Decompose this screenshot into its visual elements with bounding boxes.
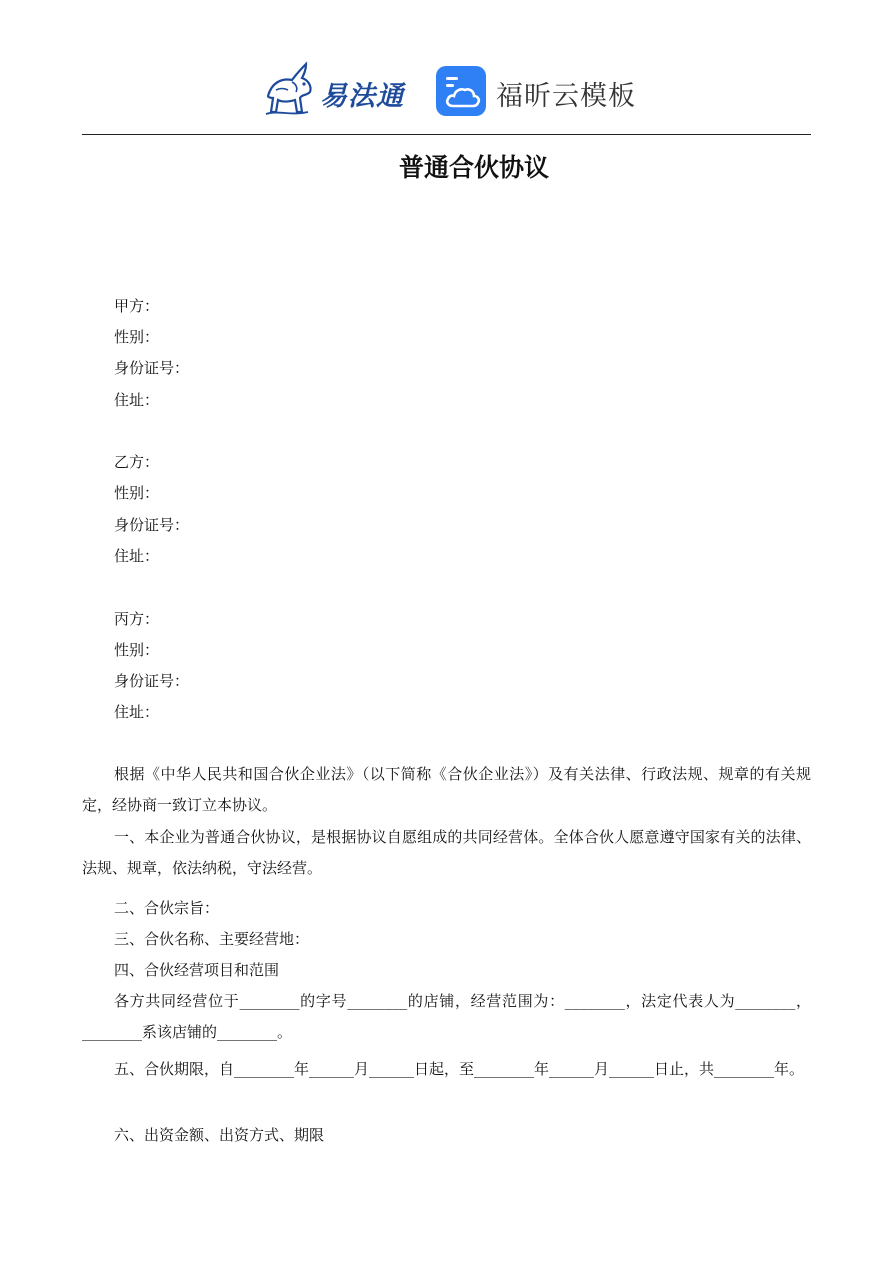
clause-4: 四、合伙经营项目和范围 <box>114 961 280 979</box>
header-divider <box>82 134 811 135</box>
party-a-address: 住址： <box>114 391 160 409</box>
document-title: 普通合伙协议 <box>398 153 549 182</box>
clause-6: 六、出资金额、出资方式、期限 <box>114 1126 325 1144</box>
fuxin-logo-text: 福昕云模板 <box>496 81 636 112</box>
page-header <box>0 60 893 122</box>
intro-paragraph: 根据《中华人民共和国合伙企业法》（以下简称《合伙企业法》）及有关法律、行政法规、规章的有关规定，经协商一致订立本协议。 <box>82 765 811 814</box>
clause-1: 一、本企业为普通合伙协议，是根据协议自愿组成的共同经营体。全体合伙人愿意遵守国家有关的法律、法规、规章，依法纳税，守法经营。 <box>82 828 811 877</box>
party-b-id: 身份证号： <box>114 516 190 534</box>
unicorn-icon <box>262 60 320 118</box>
party-c-id: 身份证号： <box>114 672 190 690</box>
yifatong-logo <box>262 60 412 118</box>
party-c-gender: 性别： <box>114 641 160 659</box>
clause-2: 二、合伙宗旨： <box>114 899 220 917</box>
party-c-label: 丙方： <box>114 610 160 628</box>
party-a-id: 身份证号： <box>114 359 190 377</box>
clause-4-detail: 各方共同经营位于________的字号________的店铺，经营范围为：________，法定代表人为________，________系该店铺的________。 <box>82 992 811 1041</box>
clause-5: 五、合伙期限，自________年______月______日起，至________年______月______日止，共________年。 <box>114 1060 805 1078</box>
party-a-label: 甲方： <box>114 297 160 315</box>
clause-3: 三、合伙名称、主要经营地： <box>114 930 310 948</box>
party-b-address: 住址： <box>114 547 160 565</box>
party-b-label: 乙方： <box>114 453 160 471</box>
party-c-address: 住址： <box>114 703 160 721</box>
party-a-gender: 性别： <box>114 328 160 346</box>
yifatong-logo-text: 易法通 <box>320 81 404 112</box>
cloud-document-icon <box>436 66 486 116</box>
party-b-gender: 性别： <box>114 484 160 502</box>
